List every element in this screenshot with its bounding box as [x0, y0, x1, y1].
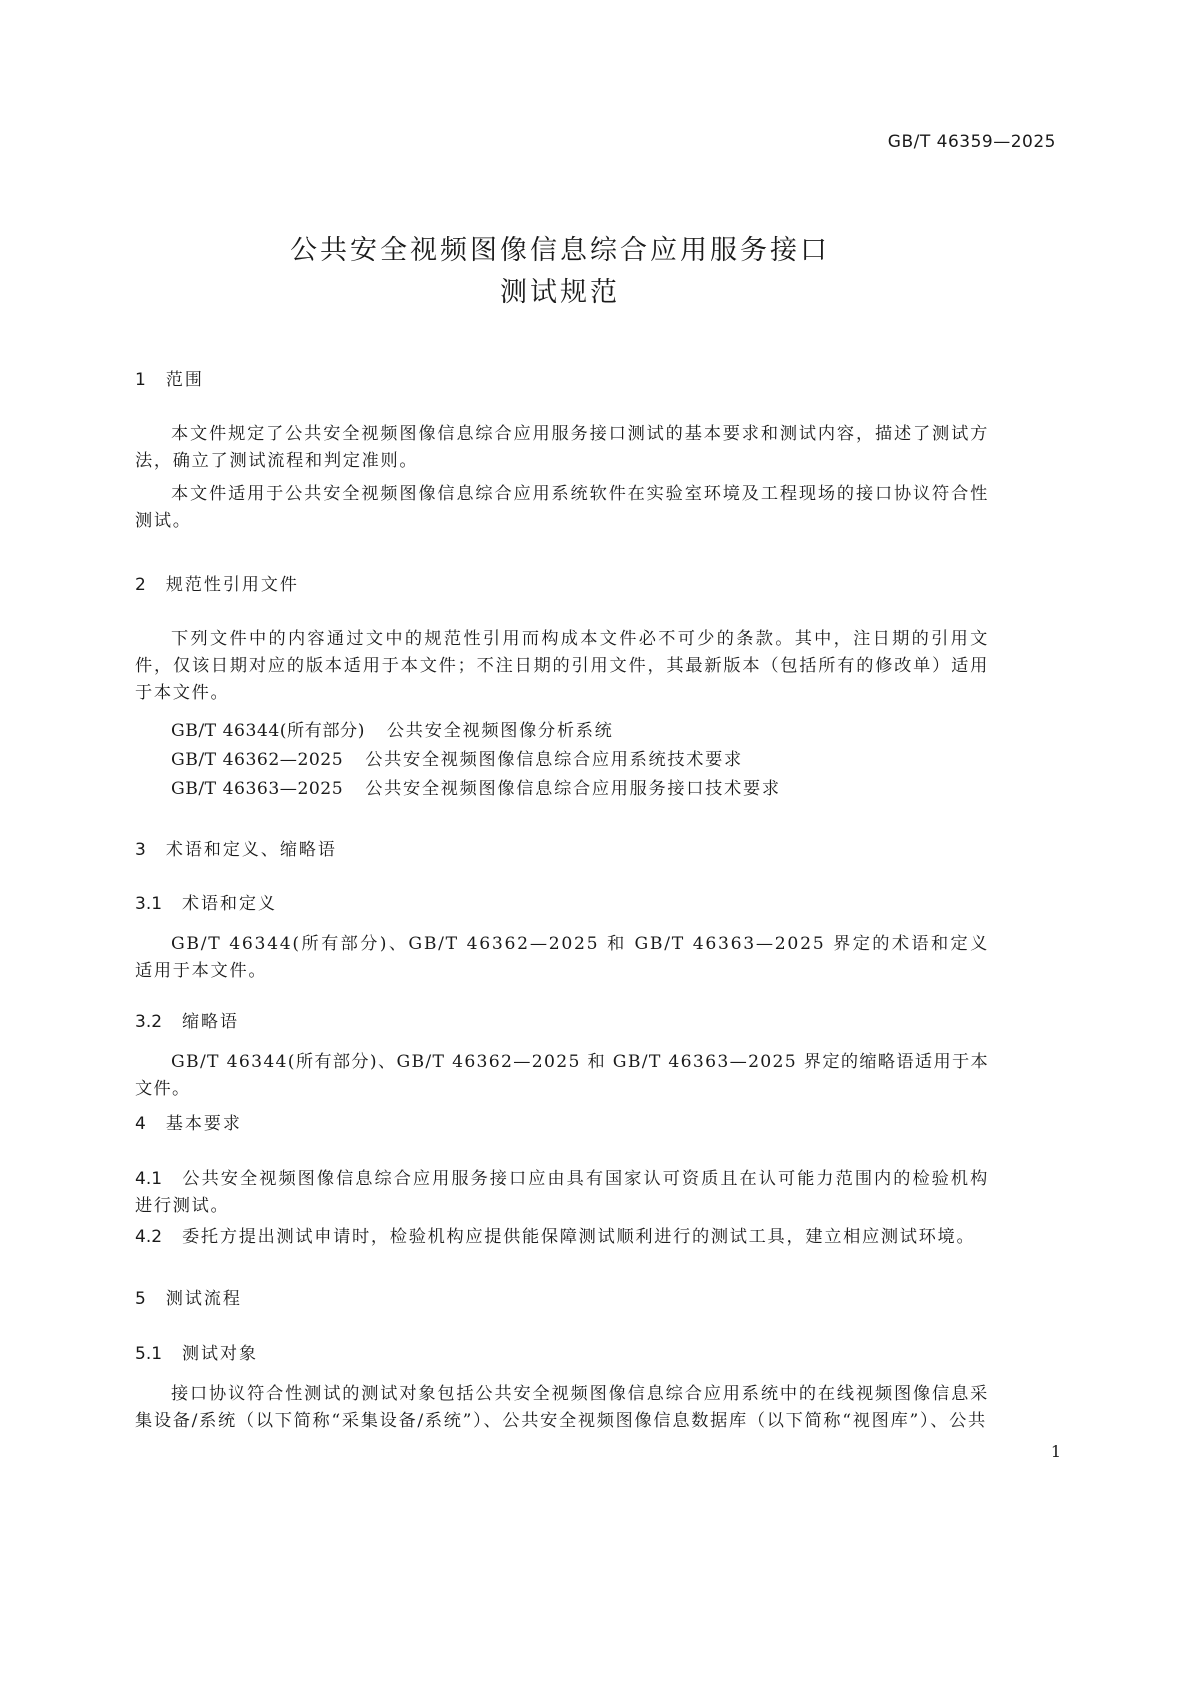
clause-4-2 — [135, 1224, 989, 1251]
section-title: 基本要求 — [165, 1114, 242, 1134]
subsection-3-2-heading — [135, 1007, 239, 1032]
reference-code: GB/T 46344(所有部分) — [171, 721, 365, 741]
reference-item — [171, 745, 743, 770]
section-3-heading — [135, 835, 337, 860]
subsection-number: 3.1 — [135, 894, 163, 914]
clause-4-1 — [135, 1166, 989, 1220]
section-2-heading — [135, 570, 299, 595]
subsection-number: 3.2 — [135, 1012, 163, 1032]
section-title: 规范性引用文件 — [165, 575, 299, 595]
subsection-3-2-paragraph: GB/T 46344(所有部分)、GB/T 46362—2025 和 GB/T 46363—2025 界定的缩略语适用于本文件。 — [135, 1052, 989, 1099]
section-number: 5 — [135, 1289, 146, 1309]
reference-item — [171, 774, 781, 799]
reference-code: GB/T 46362—2025 — [171, 750, 344, 770]
subsection-5-1-paragraph: 接口协议符合性测试的测试对象包括公共安全视频图像信息综合应用系统中的在线视频图像信息采集设备/系统（以下简称“采集设备/系统”）、公共安全视频图像信息数据库（以下简称“视图库”）、公共 — [135, 1384, 989, 1431]
reference-name: 公共安全视频图像信息综合应用系统技术要求 — [365, 750, 743, 770]
section-title: 范围 — [165, 370, 204, 390]
section-1-paragraph-1: 本文件规定了公共安全视频图像信息综合应用服务接口测试的基本要求和测试内容，描述了测试方法，确立了测试流程和判定准则。 — [135, 424, 989, 471]
subsection-number: 5.1 — [135, 1344, 163, 1364]
subsection-title: 测试对象 — [182, 1344, 259, 1364]
subsection-3-1-paragraph: GB/T 46344(所有部分)、GB/T 46362—2025 和 GB/T 46363—2025 界定的术语和定义适用于本文件。 — [135, 934, 989, 981]
document-title-line2: 测试规范 — [500, 277, 620, 308]
section-4-heading — [135, 1109, 242, 1134]
clause-number: 4.2 — [135, 1227, 163, 1247]
section-2-paragraph-1: 下列文件中的内容通过文中的规范性引用而构成本文件必不可少的条款。其中，注日期的引用文件，仅该日期对应的版本适用于本文件；不注日期的引用文件，其最新版本（包括所有的修改单）适用于本文件。 — [135, 629, 989, 703]
section-5-heading — [135, 1284, 242, 1309]
clause-number: 4.1 — [135, 1169, 163, 1189]
standard-code: GB/T 46359—2025 — [887, 132, 1056, 152]
section-1-heading — [135, 365, 204, 390]
reference-code: GB/T 46363—2025 — [171, 779, 344, 799]
section-number: 1 — [135, 370, 146, 390]
subsection-title: 术语和定义 — [182, 894, 278, 914]
document-title-line1: 公共安全视频图像信息综合应用服务接口 — [290, 235, 830, 266]
reference-name: 公共安全视频图像分析系统 — [386, 721, 614, 741]
section-title: 术语和定义、缩略语 — [165, 840, 337, 860]
reference-item — [171, 716, 614, 741]
section-number: 3 — [135, 840, 146, 860]
section-1-paragraph-2: 本文件适用于公共安全视频图像信息综合应用系统软件在实验室环境及工程现场的接口协议符合性测试。 — [135, 484, 989, 531]
reference-name: 公共安全视频图像信息综合应用服务接口技术要求 — [365, 779, 781, 799]
subsection-5-1-heading — [135, 1339, 258, 1364]
subsection-3-1-heading — [135, 889, 277, 914]
section-number: 4 — [135, 1114, 146, 1134]
page-number: 1 — [1050, 1442, 1061, 1461]
section-title: 测试流程 — [165, 1289, 242, 1309]
clause-text: 公共安全视频图像信息综合应用服务接口应由具有国家认可资质且在认可能力范围内的检验机构进行测试。 — [135, 1169, 989, 1216]
subsection-title: 缩略语 — [182, 1012, 240, 1032]
clause-text: 委托方提出测试申请时，检验机构应提供能保障测试顺利进行的测试工具，建立相应测试环境。 — [182, 1227, 976, 1247]
section-number: 2 — [135, 575, 146, 595]
